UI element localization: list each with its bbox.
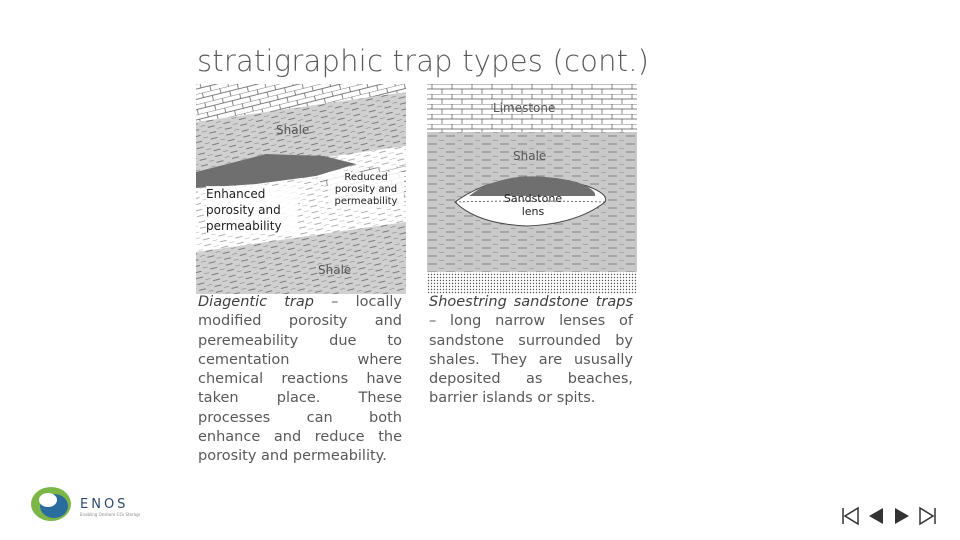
logo-tagline: Enabling Onshore CO₂ Storage [80, 512, 140, 517]
enos-logo [30, 484, 140, 524]
label-shale: Shale [513, 149, 547, 163]
caption-body: – long narrow lenses of sandstone surrounded by shales. They are ususally deposited as beaches, barrier islands or spits. [429, 313, 633, 407]
enos-logo-mark [30, 484, 140, 524]
next-slide-icon[interactable] [892, 506, 912, 526]
previous-slide-icon[interactable] [866, 506, 886, 526]
caption-diagenetic-trap [198, 293, 402, 467]
label-enhanced: Enhanced porosity and permeability [206, 186, 298, 234]
caption-body: – locally modified porosity and peremeability due to cementation where chemical reactions have taken place. These processes can both enhance and reduce the porosity and permeability. [198, 294, 402, 465]
label-shale-bottom: Shale [318, 263, 352, 277]
slide-navigation [840, 506, 938, 526]
label-limestone: Limestone [493, 101, 556, 115]
caption-term: Shoestring sandstone traps [429, 294, 633, 310]
label-reduced: Reduced porosity and permeability [328, 172, 404, 208]
last-slide-icon[interactable] [918, 506, 938, 526]
label-shale-top: Shale [276, 123, 310, 137]
logo-name: ENOS [80, 497, 129, 512]
diagenetic-trap-figure [196, 84, 406, 294]
first-slide-icon[interactable] [840, 506, 860, 526]
slide-title: stratigraphic trap types (cont.) [197, 44, 650, 78]
caption-term: Diagentic trap [198, 294, 314, 310]
label-sandstone-lens: Sandstone lens [503, 192, 563, 218]
shoestring-sandstone-figure [427, 84, 637, 294]
caption-shoestring-trap [429, 293, 633, 409]
